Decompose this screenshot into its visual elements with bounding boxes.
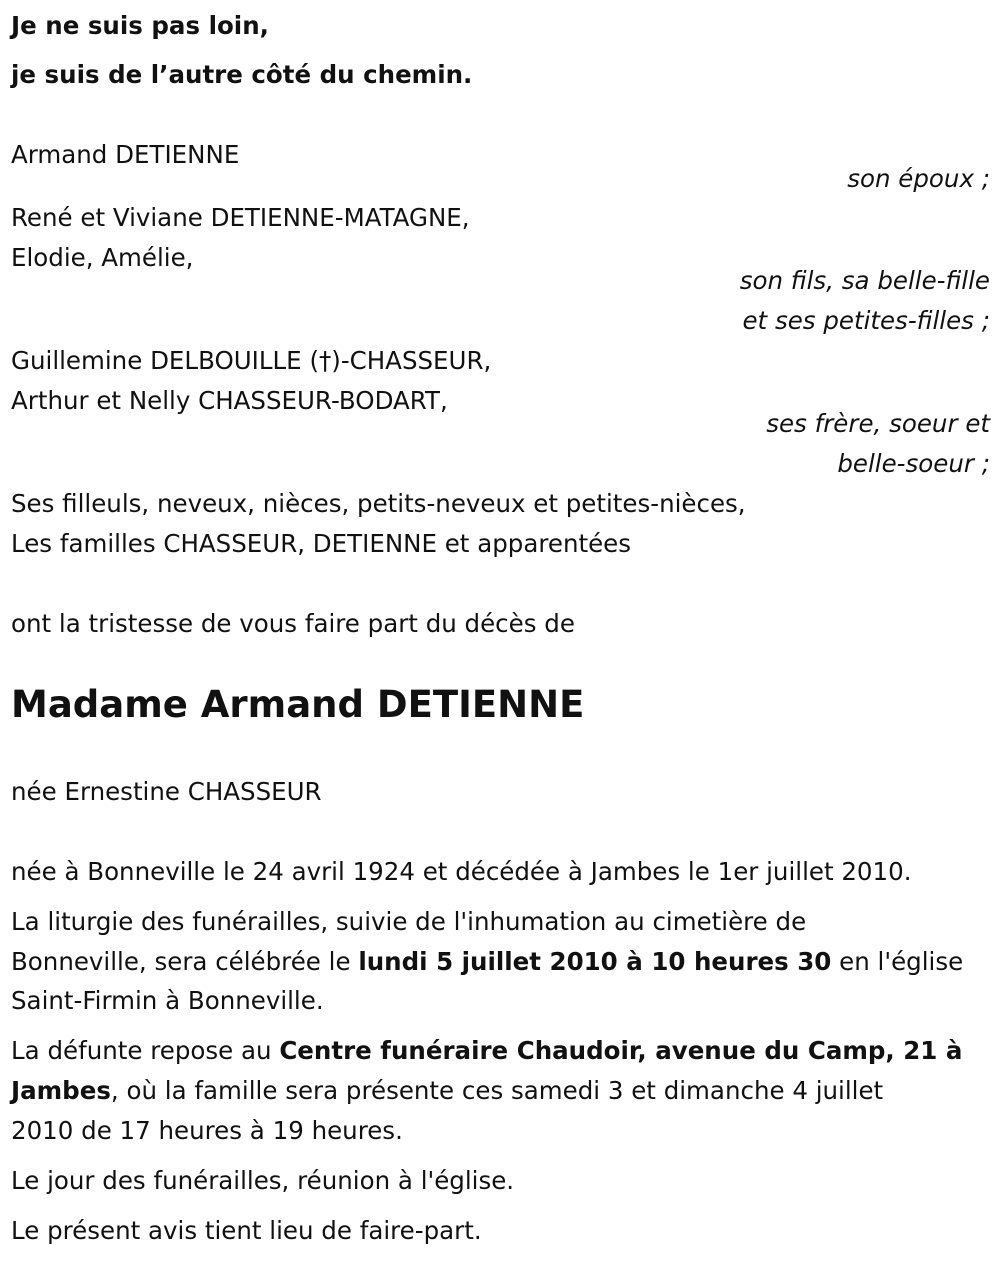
funeral-line-2-pre: Bonneville, sera célébrée le	[11, 947, 359, 976]
relation-son-line-1: son fils, sa belle-fille	[739, 266, 990, 295]
family-name-son: René et Viviane DETIENNE-MATAGNE,	[11, 203, 470, 232]
deceased-name: Madame Armand DETIENNE	[11, 683, 585, 726]
funeral-line-2	[11, 947, 963, 977]
birth-death-details: née à Bonneville le 24 avril 1924 et décédée à Jambes le 1er juillet 2010.	[11, 857, 912, 886]
family-name-sister: Guillemine DELBOUILLE (†)-CHASSEUR,	[11, 346, 492, 375]
funeral-date-time: lundi 5 juillet 2010 à 10 heures 30	[358, 947, 832, 976]
meeting-note: Le jour des funérailles, réunion à l'église.	[11, 1166, 515, 1195]
family-extended-line-2: Les familles CHASSEUR, DETIENNE et apparentées	[11, 529, 631, 558]
epigraph-line-2: je suis de l’autre côté du chemin.	[11, 60, 473, 89]
viewing-line-3: 2010 de 17 heures à 19 heures.	[11, 1116, 403, 1145]
family-name-spouse: Armand DETIENNE	[11, 140, 240, 169]
relation-siblings-line-1: ses frère, soeur et	[766, 409, 990, 438]
deceased-born-name: née Ernestine CHASSEUR	[11, 777, 322, 806]
relation-spouse: son époux ;	[847, 164, 990, 193]
epigraph-line-1: Je ne suis pas loin,	[11, 11, 269, 40]
announcement-text: ont la tristesse de vous faire part du décès de	[11, 609, 575, 638]
funeral-line-2-post: en l'église	[831, 947, 964, 976]
viewing-line-1	[11, 1036, 962, 1066]
funeral-line-1: La liturgie des funérailles, suivie de l'inhumation au cimetière de	[11, 907, 807, 936]
relation-son-line-2: et ses petites-filles ;	[742, 306, 990, 335]
funeral-line-3: Saint-Firmin à Bonneville.	[11, 986, 324, 1015]
family-extended-line-1: Ses filleuls, neveux, nièces, petits-neveux et petites-nièces,	[11, 489, 746, 518]
notice-note: Le présent avis tient lieu de faire-part.	[11, 1216, 482, 1245]
viewing-line-2	[11, 1076, 883, 1106]
family-name-granddaughters: Elodie, Amélie,	[11, 243, 194, 272]
relation-siblings-line-2: belle-soeur ;	[837, 449, 990, 478]
funeral-home-city: Jambes	[11, 1076, 111, 1105]
family-name-brother: Arthur et Nelly CHASSEUR-BODART,	[11, 386, 448, 415]
viewing-line-1-pre: La défunte repose au	[11, 1036, 280, 1065]
viewing-line-2-post: , où la famille sera présente ces samedi 3 et dimanche 4 juillet	[110, 1076, 884, 1105]
funeral-home-address: Centre funéraire Chaudoir, avenue du Camp, 21 à	[279, 1036, 963, 1065]
